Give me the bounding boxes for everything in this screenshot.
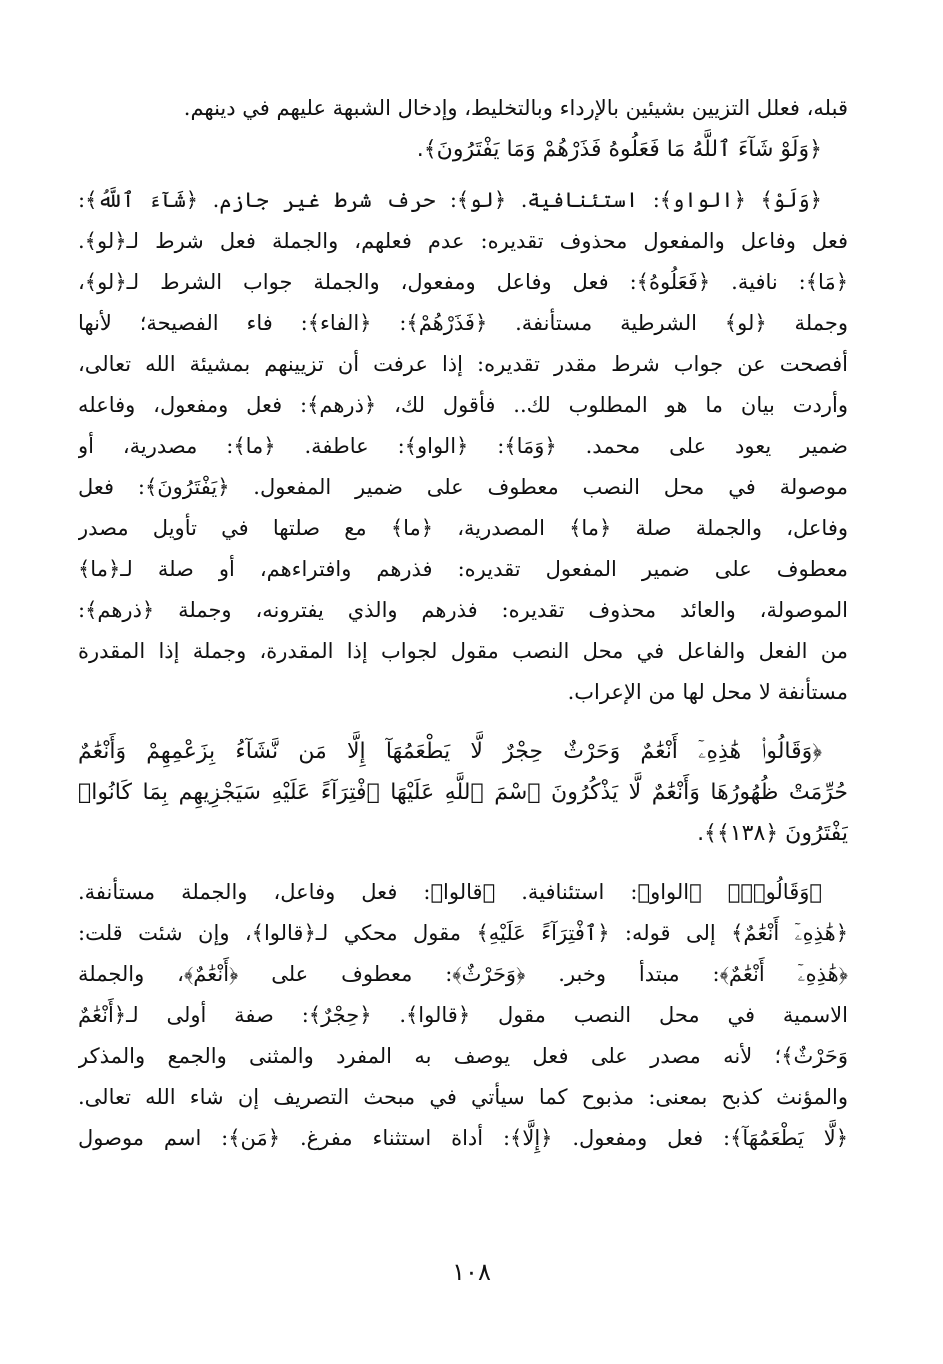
text-line: وفاعل، والجملة صلة ﴿ما﴾ المصدرية، ﴿ما﴾ مع صلتها في تأويل مصدر bbox=[78, 516, 848, 540]
verse-line: ﴿وَقَالُوا۟ هَٰذِهِۦٓ أَنْعَٰمٌ وَحَرْثٌ حِجْرٌ لَّا يَطْعَمُهَآ إِلَّا مَن نَّشَآءُ بِزَعْمِهِمْ وَأَنْعَٰمٌ bbox=[78, 739, 822, 764]
text-line: ﴿مَا﴾: نافية. ﴿فَعَلُوهُ﴾: فعل وفاعل ومفعول، والجملة جواب الشرط لـ﴿لو﴾، bbox=[78, 270, 848, 294]
text-line: ﴿وَلَوْ﴾ ﴿الواو﴾: استئنافية. ﴿لو﴾: حرف شرط غير جازم. ﴿شَآءَ ٱللَّهُ﴾: bbox=[78, 188, 822, 212]
text-line: مستأنفة لا محل لها من الإعراب. bbox=[567, 680, 848, 704]
verse-line: يَفْتَرُونَ ﴿١٣٨﴾﴾. bbox=[697, 821, 848, 846]
text-line: موصولة في محل النصب معطوف على ضمير المفعول. ﴿يَفْتَرُونَ﴾: فعل bbox=[78, 475, 848, 499]
intro-paragraph bbox=[78, 88, 848, 129]
text-line: ﴿هَٰذِهِۦٓ أَنْعَٰمٌ﴾ إلى قوله: ﴿ٱفْتِرَآءً عَلَيْهِ﴾ مقول محكي لـ﴿قالوا﴾، وإن شئت قلت: bbox=[78, 921, 848, 945]
page-number: ١٠٨ bbox=[452, 1258, 491, 1286]
text-line: معطوف على ضمير المفعول تقديره: فذرهم وافتراءهم، أو صلة لـ﴿ما﴾ bbox=[78, 557, 848, 581]
quran-verse-1 bbox=[78, 129, 848, 170]
grammar-analysis-2 bbox=[78, 872, 848, 1159]
text-line: وأردت بيان ما هو المطلوب لك.. فأقول لك، ﴿ذرهم﴾: فعل ومفعول، وفاعله bbox=[78, 393, 848, 417]
text-line: ﴿وَقَالُوا۟﴾ ﴿الواو﴾: استئنافية. ﴿قالوا﴾: فعل وفاعل، والجملة مستأنفة. bbox=[78, 880, 822, 904]
text-line: الموصولة، والعائد محذوف تقديره: فذرهم والذي يفترونه، وجملة ﴿ذرهم﴾: bbox=[78, 598, 848, 622]
quran-verse-2 bbox=[78, 731, 848, 854]
document-page bbox=[78, 88, 848, 1304]
text-line: أفصحت عن جواب شرط مقدر تقديره: إذا عرفت أن تزيينهم بمشيئة الله تعالى، bbox=[78, 352, 848, 376]
grammar-analysis-1 bbox=[78, 180, 848, 713]
text-line: ﴿هَٰذِهِۦٓ أَنْعَٰمٌ﴾: مبتدأ وخبر. ﴿وَحَرْثٌ﴾: معطوف على ﴿أَنْعَٰمٌ﴾، والجملة bbox=[78, 962, 848, 986]
text-line: وجملة ﴿لو﴾ الشرطية مستأنفة. ﴿فَذَرْهُمْ﴾: ﴿الفاء﴾: فاء الفصيحة؛ لأنها bbox=[78, 311, 848, 335]
text-line: الاسمية في محل النصب مقول ﴿قالوا﴾. ﴿حِجْرٌ﴾: صفة أولى لـ﴿أَنْعَٰمٌ bbox=[78, 1003, 848, 1027]
text-line: من الفعل والفاعل في محل النصب مقول لجواب إذا المقدرة، وجملة إذا المقدرة bbox=[78, 639, 848, 663]
text-line: وَحَرْثٌ﴾؛ لأنه مصدر على فعل يوصف به المفرد والمثنى والجمع والمذكر bbox=[78, 1044, 848, 1068]
text-line: فعل وفاعل والمفعول محذوف تقديره: عدم فعلهم، والجملة فعل شرط لـ﴿لو﴾. bbox=[78, 229, 848, 253]
text-line: ﴿لَّا يَطْعَمُهَآ﴾: فعل ومفعول. ﴿إِلَّا﴾: أداة استثناء مفرغ. ﴿مَن﴾: اسم موصول bbox=[78, 1126, 848, 1150]
text-line: والمؤنث كذبح بمعنى: مذبوح كما سيأتي في مبحث التصريف إن شاء الله تعالى. bbox=[78, 1085, 848, 1109]
text-line: ضمير يعود على محمد. ﴿وَمَا﴾: ﴿الواو﴾: عاطفة. ﴿ما﴾: مصدرية، أو bbox=[78, 434, 848, 458]
text-line: قبله، فعلل التزيين بشيئين بالإرداء وبالتخليط، وإدخال الشبهة عليهم في دينهم. bbox=[183, 96, 848, 120]
verse-line: حُرِّمَتْ ظُهُورُهَا وَأَنْعَٰمٌ لَّا يَذْكُرُونَ ٱسْمَ ٱللَّهِ عَلَيْهَا ٱفْتِرَآءً عَلَيْهِ سَيَجْزِيهِم بِمَا كَانُوا۟ bbox=[78, 780, 848, 805]
verse-line: ﴿وَلَوْ شَآءَ ٱللَّهُ مَا فَعَلُوهُ فَذَرْهُمْ وَمَا يَفْتَرُونَ﴾. bbox=[416, 137, 822, 162]
